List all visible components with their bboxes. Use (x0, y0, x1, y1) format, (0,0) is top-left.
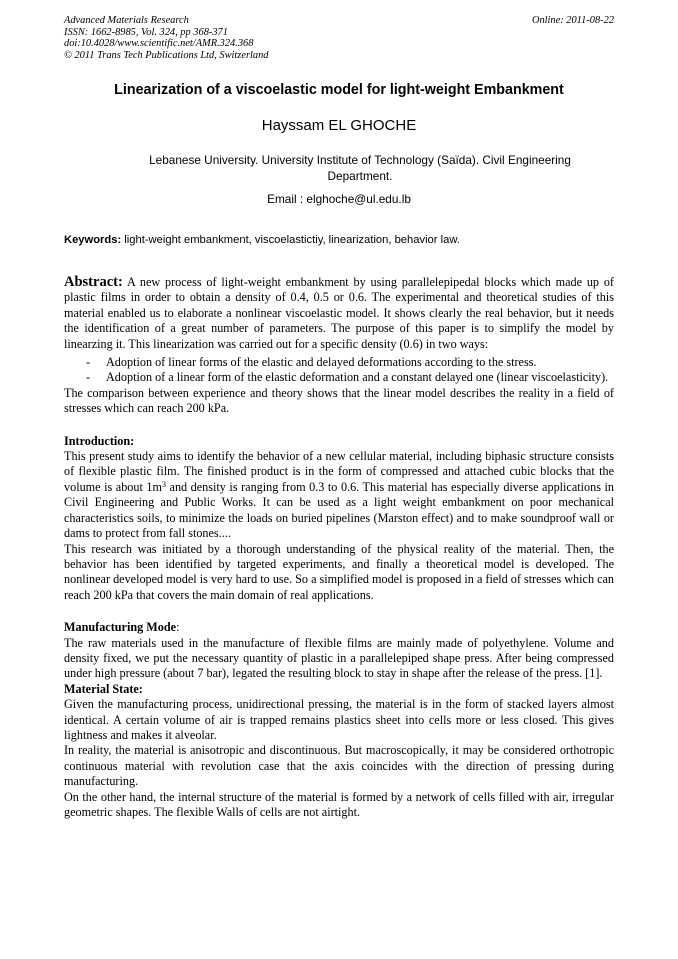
abstract-text: A new process of light-weight embankment by using parallelepipedal blocks which made up of plastic films in order to obtain a density of 0.4, 0.5 or 0.6. The experimental and theoretical studies of this material enabled us to elaborate a nonlinear viscoelastic model. It shows clearly the real behavior, but it needs the identification of a great number of parameters. The purpose of this paper is to simplify the model by linearzing it. This linearization was carried out for a specific density (0.6) in two ways: (64, 275, 614, 351)
material-state-paragraph: On the other hand, the internal structure of the material is formed by a network of cells filled with air, irregular geometric shapes. The flexible Walls of cells are not airtight. (64, 789, 614, 819)
abstract-label: Abstract: (64, 274, 123, 290)
keywords (64, 234, 614, 246)
abstract-list (64, 355, 614, 386)
journal-name: Advanced Materials Research (64, 15, 189, 26)
material-state-paragraph: Given the manufacturing process, unidirectional pressing, the material is in the form of stacked layers almost identical. A certain volume of air is trapped remains plastics sheet into cells more or less closed. This gives lightness and makes it alveolar. (64, 697, 614, 742)
author-name: Hayssam EL GHOCHE (261, 117, 417, 134)
manufacturing-paragraph: The raw materials used in the manufacture of flexible films are mainly made of polyethylene. Volume and density fixed, we put the necessary quantity of plastic in a parallelepiped shape press. After being compressed under high pressure (about 7 bar), legated the resulting block to stay in shape after the release of the press. [1]. (64, 635, 614, 681)
journal-header (64, 15, 614, 61)
paper-body (64, 275, 614, 820)
journal-copyright: © 2011 Trans Tech Publications Ltd, Switzerland (64, 49, 269, 61)
list-item: - Adoption of a linear form of the elastic deformation and a constant delayed one (linear viscoelasticity). (64, 370, 614, 385)
journal-issn: ISSN: 1662-8985, Vol. 324, pp 368-371 (64, 26, 228, 38)
material-state-paragraph: In reality, the material is anisotropic and discontinuous. But macroscopically, it may be considered orthotropic continuous material with revolution case that the axis coincides with the direction of pressing during manufacturing. (64, 743, 614, 789)
abstract-conclusion: The comparison between experience and theory shows that the linear model describes the reality in a field of stresses which can reach 200 kPa. (64, 385, 614, 416)
list-item: - Adoption of linear forms of the elastic and delayed deformations according to the stress. (64, 355, 614, 370)
journal-doi: doi:10.4028/www.scientific.net/AMR.324.368 (64, 38, 254, 50)
introduction-paragraph: This present study aims to identify the behavior of a new cellular material, including biphasic structure consists of flexible plastic film. The finished product is in the form of compressed and attached cubic blocks that the volume is about $1m^3$ and density is ranging from 0.3 to 0.6. This material has especially diverse applications in Civil Engineering and Public Works. It can be used as a light weight embankment on poor mechanical characteristics soils, to minimize the loads on buried pipelines (Marston effect) and to make soundproof wall or dams to protect from fall stones.... (64, 449, 614, 541)
manufacturing-heading: Manufacturing Mode: (64, 620, 180, 635)
keywords-text: light-weight embankment, viscoelastictiy, linearization, behavior law. (121, 234, 460, 246)
introduction-heading: Introduction: (64, 433, 135, 448)
author-email: Email : elghoche@ul.edu.lb (267, 192, 411, 206)
keywords-label: Keywords: (64, 234, 122, 246)
introduction-paragraph: This research was initiated by a thorough understanding of the physical reality of the material. Then, the behavior has been identified by targeted experiments, and finally a theoretical model is developed. The nonlinear developed model is very hard to use. So a simplified model is proposed in a field of stresses which can reach 200 kPa that covers the main domain of real applications. (64, 541, 615, 602)
author-affiliation: Lebanese University. University Institute of Technology (Saïda). Civil Engineering Department. (149, 153, 571, 183)
paper-title: Linearization of a viscoelastic model for light-weight Embankment (114, 82, 564, 98)
abstract (64, 275, 614, 352)
online-date: Online: 2011-08-22 (531, 15, 614, 26)
material-state-heading: Material State: (64, 681, 143, 696)
